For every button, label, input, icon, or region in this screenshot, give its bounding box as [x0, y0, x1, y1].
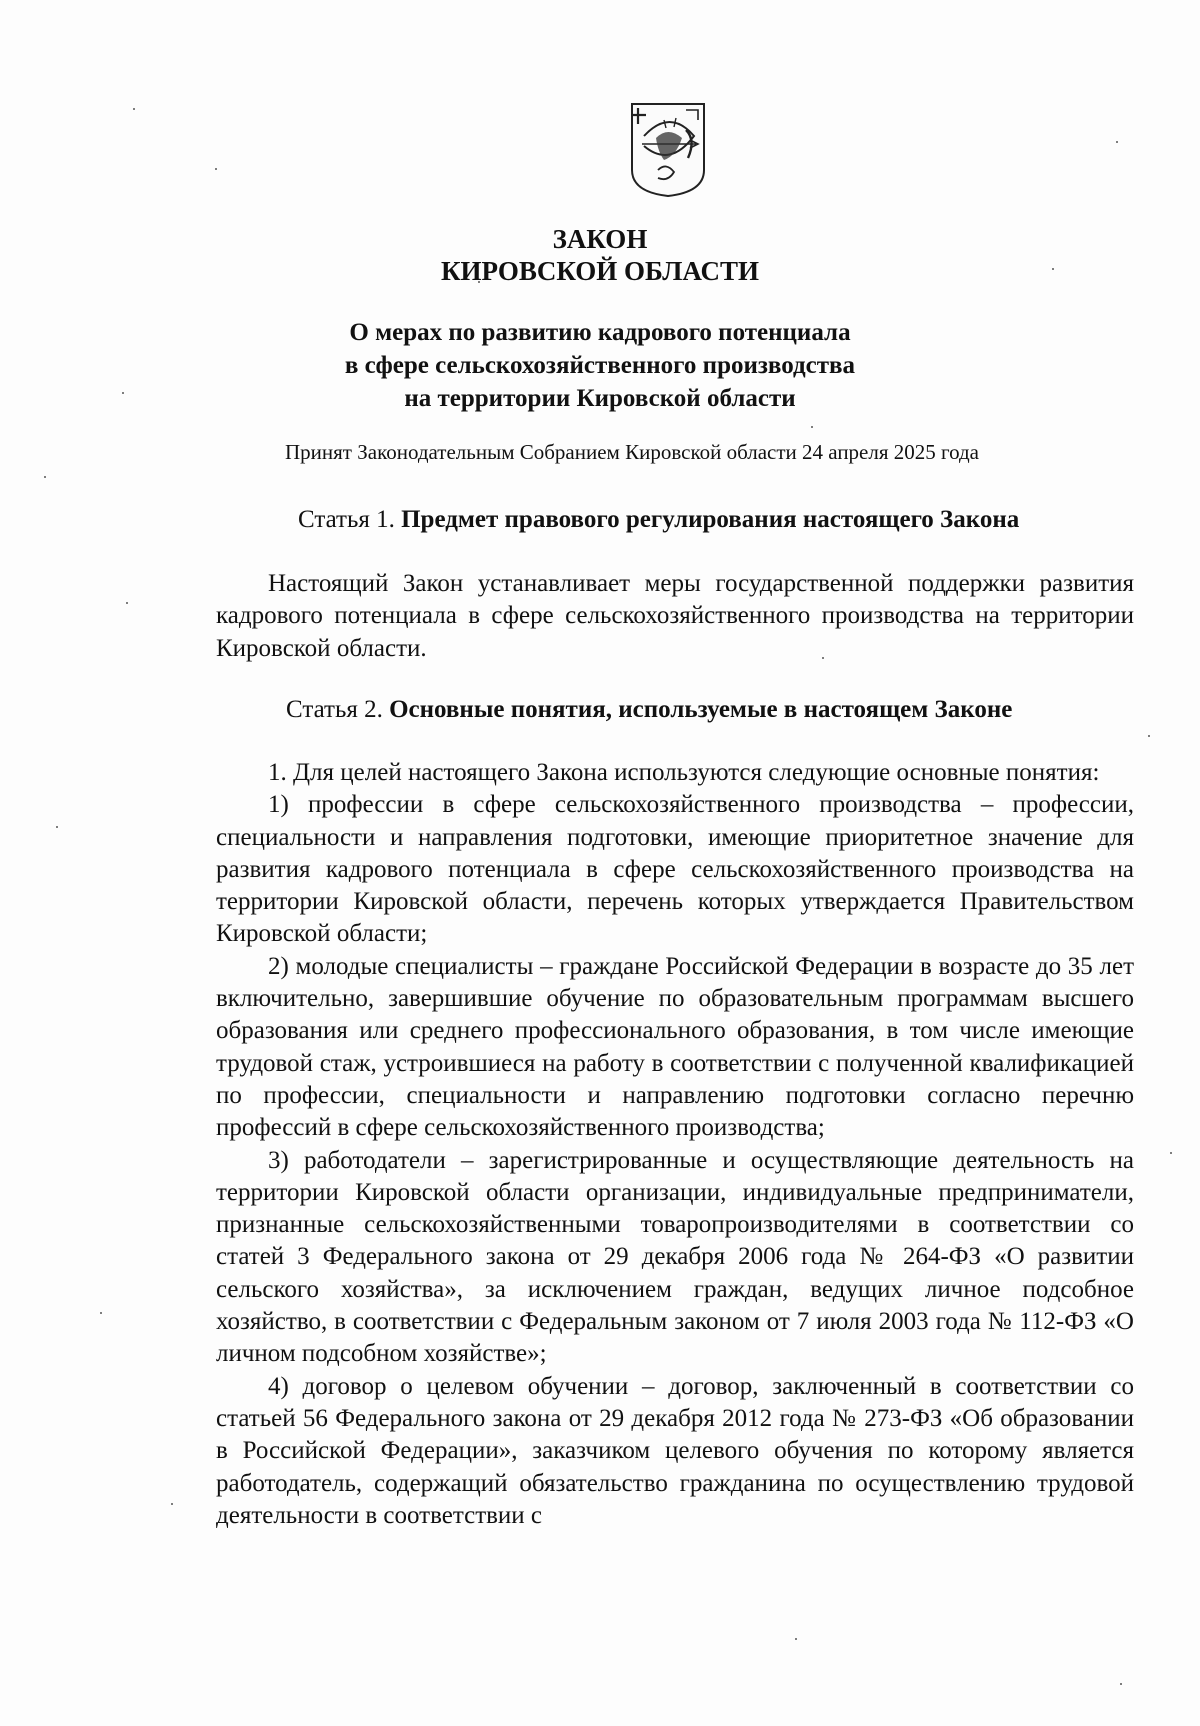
- article-2-body: [216, 757, 1134, 1532]
- article-paragraph: 1. Для целей настоящего Закона используются следующие основные понятия:: [268, 759, 1100, 786]
- article-title: Предмет правового регулирования настоящего Закона: [401, 506, 1020, 533]
- article-paragraph: Настоящий Закон устанавливает меры государственной поддержки развития кадрового потенциала в сфере сельскохозяйственного производства на территории Кировской области.: [216, 570, 1134, 662]
- law-subject-line: в сфере сельскохозяйственного производства: [344, 352, 856, 379]
- definition-item: 1) профессии в сфере сельскохозяйственного производства – профессии, специальности и направления подготовки, имеющие приоритетное значение для развития кадрового потенциала в сфере сельскохозяйственного производства на территории Кировской области, перечень которых утверждается Правительством Кировской области;: [216, 791, 1134, 948]
- article-2-heading: [286, 694, 1012, 726]
- article-1-heading: [298, 504, 1019, 536]
- law-subject: [0, 316, 1200, 415]
- adoption-note: Принят Законодательным Собранием Кировской области 24 апреля 2025 года: [285, 440, 980, 464]
- law-subject-line: О мерах по развитию кадрового потенциала: [349, 319, 851, 346]
- article-1-body: [216, 568, 1134, 665]
- law-type-title: ЗАКОН: [552, 224, 648, 254]
- definition-item: 3) работодатели – зарегистрированные и осуществляющие деятельность на территории Кировской области организации, индивидуальные предприниматели, признанные сельскохозяйственными товаропроизводителями в соответствии со статей 3 Федерального закона от 29 декабря 2006 года № 264-ФЗ «О развитии сельского хозяйства», за исключением граждан, ведущих личное подсобное хозяйство, в соответствии с Федеральным законом от 7 июля 2003 года № 112-ФЗ «О личном подсобном хозяйстве»;: [216, 1146, 1134, 1368]
- article-number: Статья 1.: [298, 506, 395, 533]
- law-subject-line: на территории Кировской области: [404, 385, 796, 412]
- article-title: Основные понятия, используемые в настоящем Законе: [389, 696, 1013, 723]
- definition-item: 2) молодые специалисты – граждане Российской Федерации в возрасте до 35 лет включительно, завершившие обучение по образовательным программам высшего образования или среднего профессионального образования, в том числе имеющие трудовой стаж, устроившиеся на работу в соответствии с полученной квалификацией по профессии, специальности и направлению подготовки согласно перечню профессий в сфере сельскохозяйственного производства;: [216, 952, 1134, 1142]
- definition-item: 4) договор о целевом обучении – договор, заключенный в соответствии со статьей 56 Федерального закона от 29 декабря 2012 года № 273-ФЗ «Об образовании в Российской Федерации», заказчиком целевого обучения по которому является работодатель, содержащий обязательство гражданина по осуществлению трудовой деятельности в соответствии с: [216, 1372, 1134, 1529]
- region-title: КИРОВСКОЙ ОБЛАСТИ: [440, 256, 760, 286]
- article-number: Статья 2.: [286, 696, 383, 723]
- kirov-oblast-coat-of-arms-icon: [628, 100, 708, 198]
